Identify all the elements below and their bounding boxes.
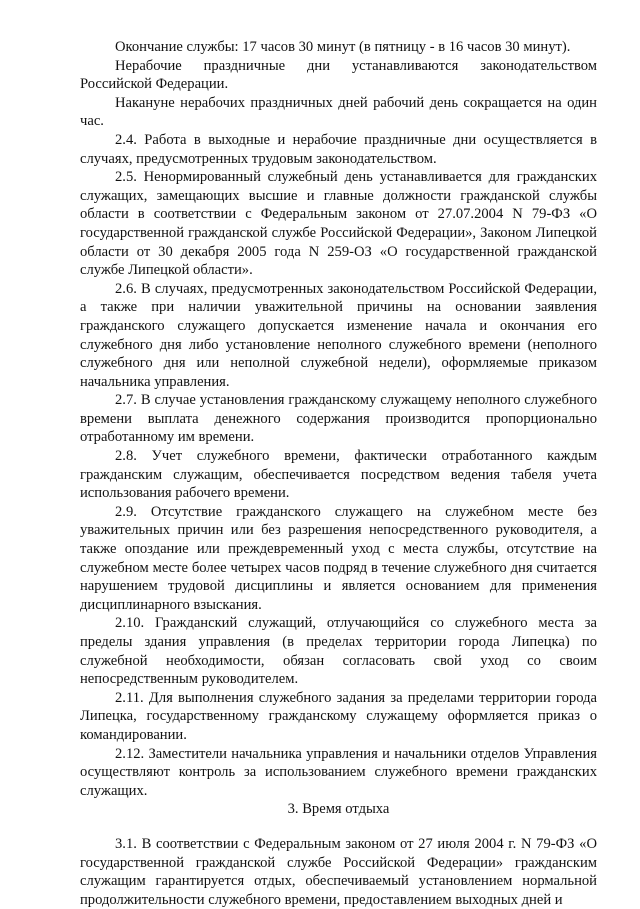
document-page [80,38,597,909]
paragraph-2-12: 2.12. Заместители начальника управления и начальники отделов Управления осуществляют контроль за использованием служебного времени гражданских служащих. [80,745,597,799]
paragraph-end-of-service: Окончание службы: 17 часов 30 минут (в пятницу - в 16 часов 30 минут). [115,39,571,55]
paragraph-2-7: 2.7. В случае установления гражданскому служащему неполного служебного времени выплата денежного содержания производится пропорционально отработанному им времени. [80,392,597,446]
paragraph-2-10: 2.10. Гражданский служащий, отлучающийся со служебного места за пределы здания управления (в пределах территории города Липецка) по служебной необходимости, обязан согласовать свой уход со своим непосредственным руководителем. [80,615,597,688]
paragraph-2-5: 2.5. Ненормированный служебный день устанавливается для гражданских служащих, замещающих высшие и главные должности гражданской службы области в соответствии с Федеральным законом от 27.07.2004 N 79-ФЗ «О государственной гражданской службе Российской Федерации», Законом Липецкой области от 30 декабря 2005 года N 259-ОЗ «О государственной гражданской службе Липецкой области». [80,169,597,279]
paragraph-pre-holiday: Накануне нерабочих праздничных дней рабочий день сокращается на один час. [80,94,597,130]
section-heading: 3. Время отдыха [287,801,390,818]
paragraph-2-9: 2.9. Отсутствие гражданского служащего на служебном месте без уважительных причин или без разрешения непосредственного руководителя, а также опоздание или преждевременный уход с места службы, отсутствие на служебном месте более четырех часов подряд в течение служебного дня считается нарушением трудовой дисциплины и является основанием для применения дисциплинарного взыскания. [80,503,597,613]
paragraph-2-8: 2.8. Учет служебного времени, фактически отработанного каждым гражданским служащим, обеспечивается посредством ведения табеля учета использования рабочего времени. [80,448,597,502]
spacer [80,819,597,835]
paragraph-2-6: 2.6. В случаях, предусмотренных законодательством Российской Федерации, а также при наличии уважительной причины на основании заявления гражданского служащего допускается изменение начала и окончания его служебного дня либо установление неполного служебного времени (неполного служебного дня или неполной служебной недели), оформляемые приказом начальника управления. [80,280,597,390]
paragraph-holidays: Нерабочие праздничные дни устанавливаются законодательством Российской Федерации. [80,57,597,93]
paragraph-2-11: 2.11. Для выполнения служебного задания за пределами территории города Липецка, государственному гражданскому служащему оформляется приказ о командировании. [80,689,597,743]
paragraph-2-4: 2.4. Работа в выходные и нерабочие праздничные дни осуществляется в случаях, предусмотренных трудовым законодательством. [80,131,597,167]
paragraph-3-1: 3.1. В соответствии с Федеральным законом от 27 июля 2004 г. N 79-ФЗ «О государственной гражданской службе Российской Федерации» гражданским служащим гарантируется отдых, обеспечиваемый установлением нормальной продолжительности служебного времени, предоставлением выходных дней и [80,835,597,908]
